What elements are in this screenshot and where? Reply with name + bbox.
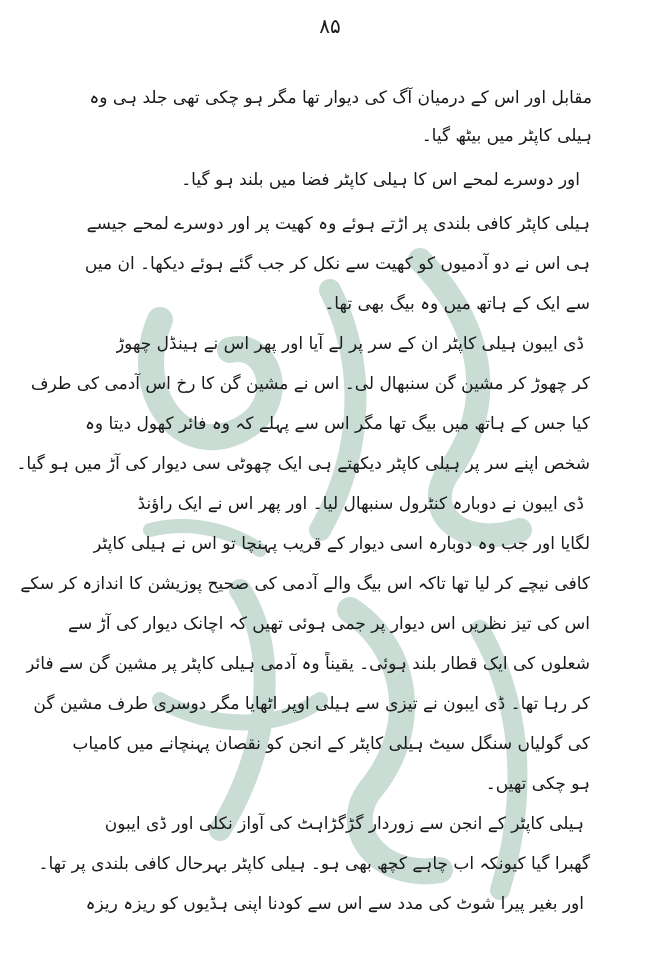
text-line: ہیلی کاپٹر کے انجن سے زوردار گڑگڑاہٹ کی آواز نکلی اور ڈی ایبون xyxy=(104,814,584,834)
text-line: اور بغیر پیرا شوٹ کی مدد سے اس سے کودنا اپنی ہڈیوں کو ریزہ ریزہ xyxy=(85,894,584,914)
text-line: ہو چکی تھیں۔ xyxy=(485,774,590,794)
text-line: ڈی ایبون نے دوبارہ کنٹرول سنبھال لیا۔ اور پھر اس نے ایک راؤنڈ xyxy=(137,494,584,514)
text-line: لگایا اور جب وہ دوبارہ اسی دیوار کے قریب پہنچا تو اس نے ہیلی کاپٹر xyxy=(93,534,590,554)
text-line: ہیلی کاپٹر کافی بلندی پر اڑتے ہوئے وہ کھیت پر اور دوسرے لمحے جیسے xyxy=(86,214,590,234)
text-line: کر چھوڑ کر مشین گن سنبھال لی۔ اس نے مشین گن کا رخ اس آدمی کی طرف xyxy=(30,374,590,394)
text-line: ہی اس نے دو آدمیوں کو کھیت سے نکل کر جب گئے ہوئے دیکھا۔ ان میں xyxy=(84,254,590,274)
text-line: سے ایک کے ہاتھ میں وہ بیگ بھی تھا۔ xyxy=(324,294,590,314)
text-line: شعلوں کی ایک قطار بلند ہوئی۔ یقیناً وہ آدمی ہیلی کاپٹر پر مشین گن سے فائر xyxy=(26,654,590,674)
text-line: ہیلی کاپٹر میں بیٹھ گیا۔ xyxy=(421,126,592,146)
text-line: کافی نیچے کر لیا تھا تاکہ اس بیگ والے آدمی کی صحیح پوزیشن کا اندازہ کر سکے xyxy=(20,574,590,594)
text-line: شخص اپنے سر پر ہیلی کاپٹر دیکھتے ہی ایک چھوٹی سی دیوار کی آڑ میں ہو گیا۔ xyxy=(16,454,590,474)
text-line: مقابل اور اس کے درمیان آگ کی دیوار تھا مگر ہو چکی تھی جلد ہی وہ xyxy=(89,88,592,108)
text-line: کی گولیاں سنگل سیٹ ہیلی کاپٹر کے انجن کو نقصان پہنچانے میں کامیاب xyxy=(72,734,590,754)
text-line: اور دوسرے لمحے اس کا ہیلی کاپٹر فضا میں بلند ہو گیا۔ xyxy=(181,170,580,190)
text-line: اس کی تیز نظریں اس دیوار پر جمی ہوئی تھیں کہ اچانک دیوار کی آڑ سے xyxy=(68,614,590,634)
text-line: کر رہا تھا۔ ڈی ایبون نے تیزی سے ہیلی اوپر اٹھایا مگر دوسری طرف مشین گن xyxy=(33,694,590,714)
text-line: کیا جس کے ہاتھ میں بیگ تھا مگر اس سے پہلے کہ وہ فائر کھول دیتا وہ xyxy=(84,414,590,434)
text-line: ڈی ایبون ہیلی کاپٹر ان کے سر پر لے آیا اور پھر اس نے ہینڈل چھوڑ xyxy=(115,334,584,354)
text-line: گھبرا گیا کیونکہ اب چاہے کچھ بھی ہو۔ ہیلی کاپٹر بہرحال کافی بلندی پر تھا۔ xyxy=(38,854,590,874)
page-number: ۸۵ xyxy=(319,14,341,38)
